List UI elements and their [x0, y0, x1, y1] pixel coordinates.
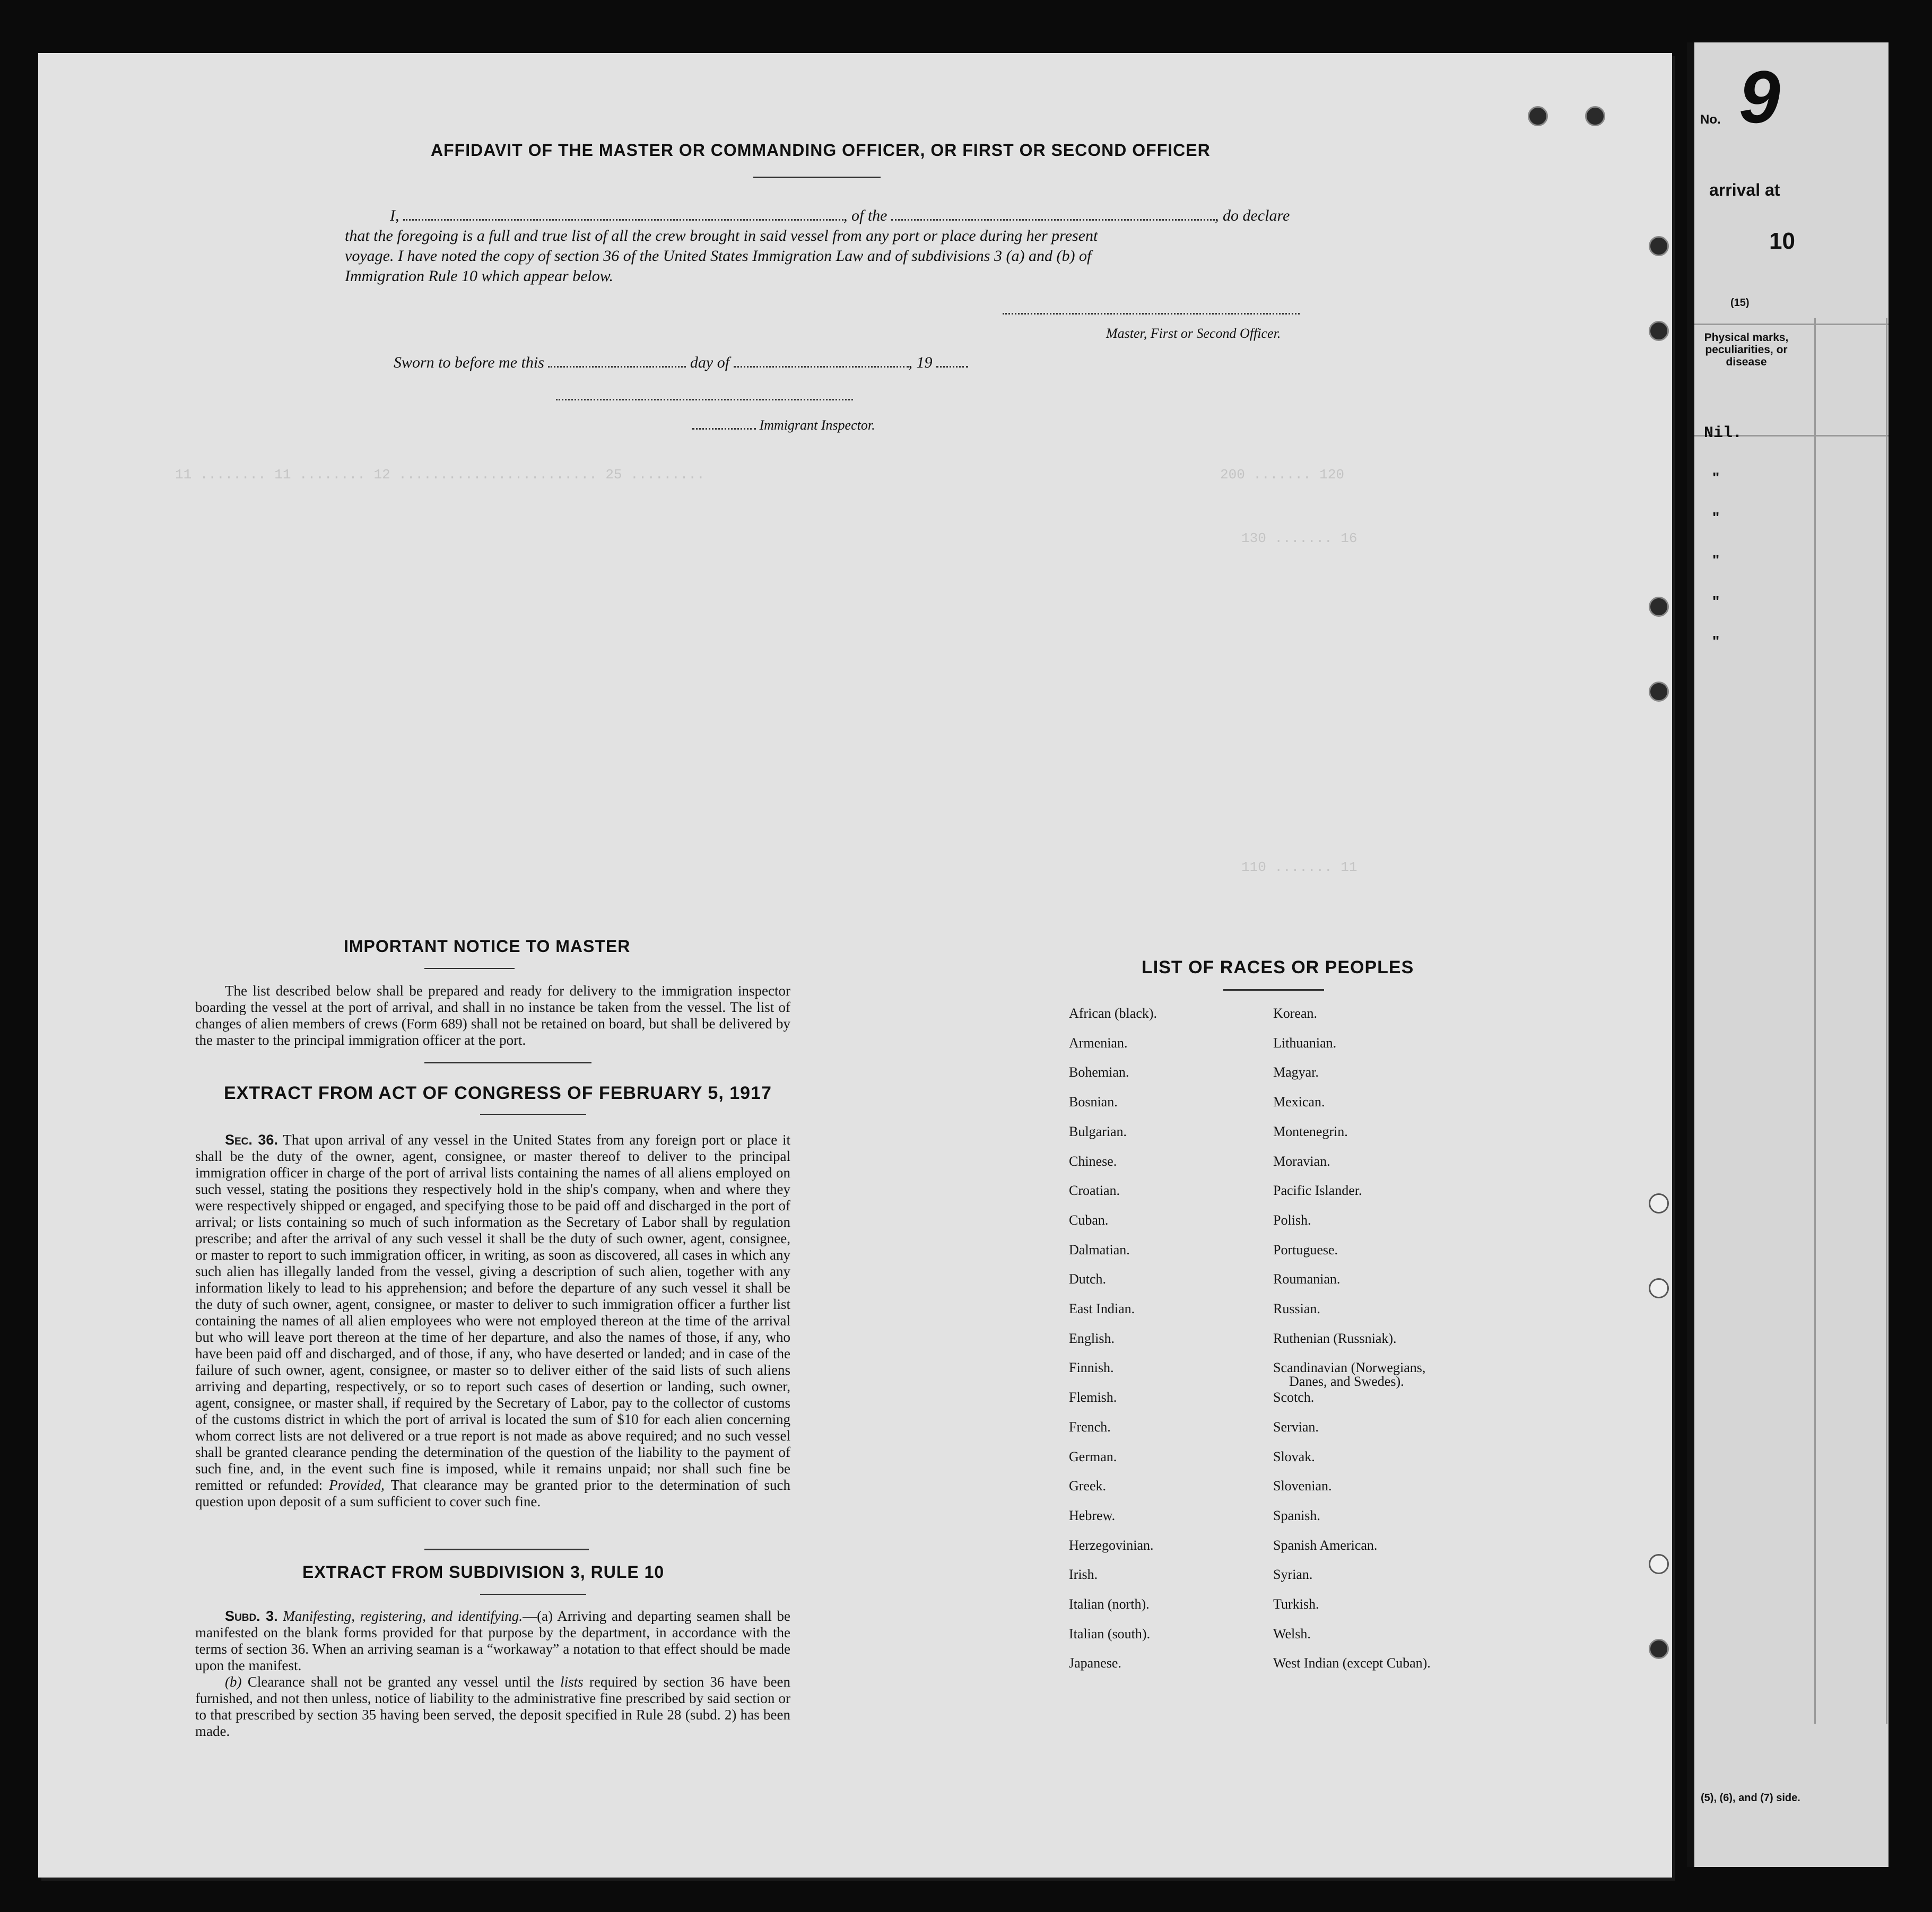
race-item: English.: [1069, 1330, 1115, 1346]
race-item: Japanese.: [1069, 1655, 1121, 1671]
race-item-continuation: Danes, and Swedes).: [1289, 1374, 1404, 1390]
binding-hole: [1585, 106, 1605, 126]
race-item: Italian (south).: [1069, 1626, 1151, 1642]
race-item: Turkish.: [1273, 1596, 1319, 1612]
race-item: Polish.: [1273, 1212, 1311, 1228]
act-extract-text: Sec. 36. That upon arrival of any vessel in the United States from any foreign port or place it shall be the duty of the owner, agent, consignee, or master thereof to deliver to the principal immigration officer in charge of the port of arrival lists containing the names of all aliens employed on such vessel, stating the positions they respectively hold in the ship's company, when and where they were respectively shipped or engaged, and specifying those to be paid off and discharged in the port of arrival; or lists containing so much of such information as the Secretary of Labor shall by regulation prescribe; and after the arrival of any such vessel it shall be the duty of such owner, agent, consignee, or master to report to such immigration officer, in writing, as soon as discovered, all cases in which any such alien has illegally landed from the vessel, giving a description of such alien, together with any information likely to lead to his apprehension; and before the departure of any such vessel it shall be the duty of such owner, agent, consignee, or master to deliver to such immigration officer a further list containing the names of all alien employees who were not employed thereon at the time of the arrival but who will leave port thereon at the time of her departure, and also the names of those, if any, who have been paid off and discharged, and of those, if any, who have deserted or landed; and in case of the failure of such owner, agent, consignee, or master so to deliver either of the said lists of such aliens arriving and departing, respectively, or so to report such cases of desertion or landing, such owner, agent, consignee, or master shall, if required by the Secretary of Labor, pay to the collector of customs of the customs district in which the port of arrival is located the sum of $10 for each alien concerning whom correct lists are not delivered or a true report is not made as above required; and no such vessel shall be granted clearance pending the determination of the question of the liability to the payment of such fine, and, in the event such fine is imposed, while it remains unpaid; nor shall such fine be remitted or refunded: Provided, That clearance may be granted prior to the determination of such question upon deposit of a sum sufficient to cover such fine.: [195, 1132, 790, 1509]
race-item: Ruthenian (Russniak).: [1273, 1330, 1397, 1346]
sworn-line: Sworn to before me this day of , 19: [394, 354, 968, 371]
race-item: Moravian.: [1273, 1153, 1330, 1169]
race-item: Magyar.: [1273, 1064, 1319, 1080]
binding-hole: [1649, 597, 1669, 617]
race-item: Pacific Islander.: [1273, 1183, 1362, 1199]
sworn-month-blank[interactable]: [734, 366, 909, 368]
race-item: Korean.: [1273, 1006, 1318, 1021]
race-item: Lithuanian.: [1273, 1035, 1337, 1051]
vessel-name-blank[interactable]: [891, 219, 1215, 221]
affidavit-declaration-line: I, , of the , do declare: [390, 207, 1290, 224]
right-number: 10: [1769, 228, 1795, 254]
inspector-label-line: Immigrant Inspector.: [692, 416, 875, 434]
manifest-back-page: [38, 53, 1672, 1878]
races-title: LIST OF RACES OR PEOPLES: [1142, 957, 1414, 977]
affidavit-body-line: voyage. I have noted the copy of section 36 of the United States Immigration Law and of subdivisions 3 (a) and (b) of: [345, 247, 1092, 265]
master-signature-label: Master, First or Second Officer.: [1106, 326, 1281, 341]
race-item: Finnish.: [1069, 1360, 1114, 1376]
sworn-year-blank[interactable]: [936, 366, 968, 368]
race-item: Hebrew.: [1069, 1507, 1116, 1523]
ditto-mark: ": [1712, 593, 1720, 609]
sheet-no-label: No.: [1700, 112, 1721, 127]
column-header: Physical marks, peculiarities, or disease: [1704, 331, 1789, 368]
race-item: Chinese.: [1069, 1153, 1117, 1169]
binding-hole: [1649, 1278, 1669, 1298]
notice-text: The list described below shall be prepared and ready for delivery to the immigration inspector boarding the vessel at the port of arrival, and shall in no instance be taken from the vessel. The list of changes of alien members of crews (Form 689) shall not be retained on board, but shall be delivered by the master to the principal immigration officer at the port.: [195, 983, 790, 1048]
race-item: West Indian (except Cuban).: [1273, 1655, 1431, 1671]
binding-hole: [1649, 1639, 1669, 1659]
race-item: Scotch.: [1273, 1390, 1315, 1405]
race-item: East Indian.: [1069, 1301, 1135, 1316]
binding-hole: [1649, 682, 1669, 702]
race-item: Irish.: [1069, 1567, 1098, 1583]
race-item: Armenian.: [1069, 1035, 1128, 1051]
affidavit-body-line: that the foregoing is a full and true list of all the crew brought in said vessel from any port or place during her present: [345, 227, 1098, 245]
sheet-number: 9: [1739, 55, 1780, 138]
race-item: Cuban.: [1069, 1212, 1109, 1228]
binding-hole: [1528, 106, 1548, 126]
affidavit-body-line: Immigration Rule 10 which appear below.: [345, 267, 614, 285]
binding-hole: [1649, 236, 1669, 256]
race-item: Scandinavian (Norwegians,: [1273, 1360, 1426, 1376]
ditto-mark: ": [1712, 552, 1720, 568]
column-number: (15): [1730, 297, 1750, 309]
race-item: Spanish American.: [1273, 1537, 1378, 1553]
race-item: Slovenian.: [1273, 1478, 1332, 1494]
race-item: German.: [1069, 1448, 1117, 1464]
race-item: Syrian.: [1273, 1567, 1313, 1583]
binding-hole: [1649, 321, 1669, 341]
master-signature-blank[interactable]: [1003, 313, 1300, 315]
race-item: Bosnian.: [1069, 1094, 1118, 1110]
right-footer-note: (5), (6), and (7) side.: [1701, 1792, 1800, 1804]
affidavit-title: AFFIDAVIT OF THE MASTER OR COMMANDING OFFICER, OR FIRST OR SECOND OFFICER: [431, 141, 1211, 160]
race-item: French.: [1069, 1419, 1111, 1435]
race-item: Bulgarian.: [1069, 1123, 1127, 1139]
race-item: Herzegovinian.: [1069, 1537, 1154, 1553]
arrival-at-label: arrival at: [1709, 180, 1780, 199]
race-item: Slovak.: [1273, 1448, 1315, 1464]
rule-extract-text: Subd. 3. Manifesting, registering, and identifying.—(a) Arriving and departing seamen shall be manifested on the blank forms provided for that purpose by the department, in accordance with the terms of section 36. When an arriving seaman is a “workaway” a notation to that effect should be made upon the manifest. (b) Clearance shall not be granted any vessel until the lists required by section 36 have been furnished, and not then unless, notice of liability to the administrative fine prescribed by said section or to that prescribed by section 35 having been served, the deposit specified in Rule 28 (subd. 2) has been made.: [195, 1608, 791, 1739]
notice-title: IMPORTANT NOTICE TO MASTER: [344, 937, 631, 956]
race-item: Portuguese.: [1273, 1242, 1338, 1258]
race-item: Russian.: [1273, 1301, 1320, 1316]
race-item: Greek.: [1069, 1478, 1107, 1494]
race-item: Dalmatian.: [1069, 1242, 1130, 1258]
race-item: Welsh.: [1273, 1626, 1311, 1642]
entry-nil: Nil.: [1704, 424, 1743, 442]
race-item: Flemish.: [1069, 1390, 1117, 1405]
race-item: Mexican.: [1273, 1094, 1325, 1110]
ditto-mark: ": [1712, 469, 1720, 486]
rule-extract-title: EXTRACT FROM SUBDIVISION 3, RULE 10: [302, 1562, 665, 1582]
binding-hole: [1649, 1193, 1669, 1213]
race-item: Spanish.: [1273, 1507, 1320, 1523]
race-item: Servian.: [1273, 1419, 1319, 1435]
act-extract-title: EXTRACT FROM ACT OF CONGRESS OF FEBRUARY 5, 1917: [224, 1083, 772, 1103]
race-item: Italian (north).: [1069, 1596, 1150, 1612]
race-item: Roumanian.: [1273, 1271, 1341, 1287]
race-item: African (black).: [1069, 1006, 1158, 1021]
race-item: Croatian.: [1069, 1183, 1120, 1199]
binding-hole: [1649, 1554, 1669, 1574]
master-name-blank[interactable]: [403, 219, 843, 221]
race-item: Montenegrin.: [1273, 1123, 1348, 1139]
sworn-day-blank[interactable]: [548, 366, 686, 368]
ditto-mark: ": [1712, 509, 1720, 526]
race-item: Bohemian.: [1069, 1064, 1129, 1080]
inspector-signature-blank[interactable]: [556, 399, 853, 400]
race-item: Dutch.: [1069, 1271, 1107, 1287]
right-manifest-page: [1687, 42, 1889, 1867]
ditto-mark: ": [1712, 633, 1720, 649]
